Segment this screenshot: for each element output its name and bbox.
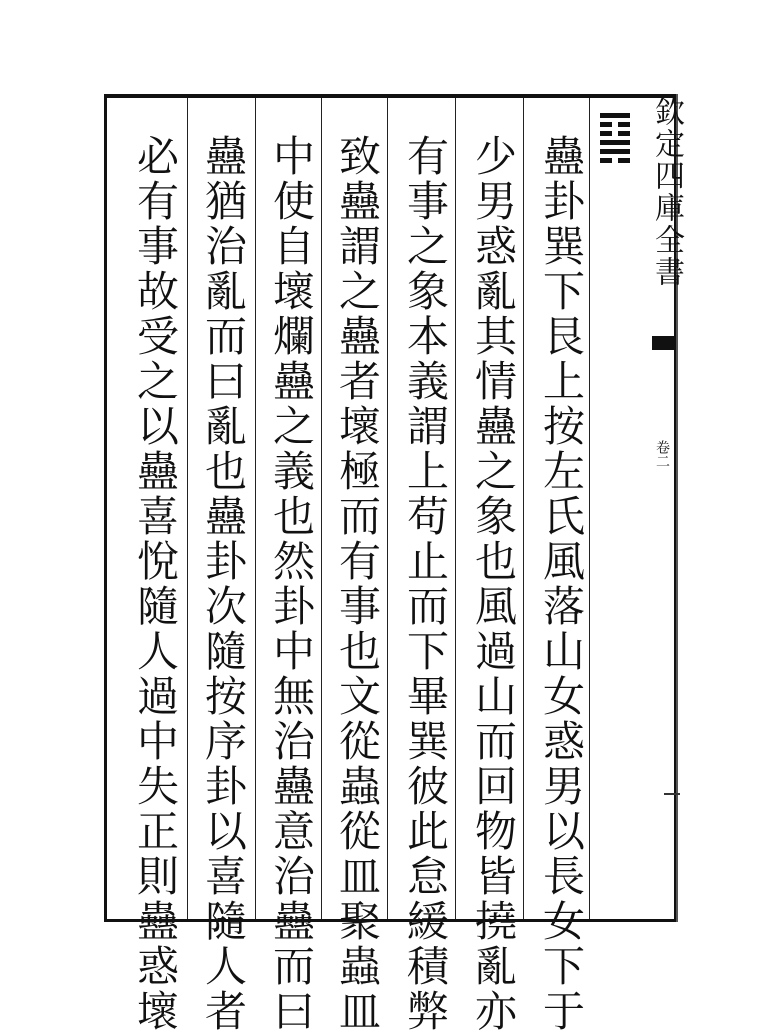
text-column-7: 必有事故受之以蠱喜悅隨人過中失正則蠱惑壞 <box>131 134 180 1034</box>
column-divider <box>387 98 388 919</box>
column-divider <box>455 98 456 919</box>
column-divider <box>523 98 524 919</box>
margin-tick <box>664 793 680 795</box>
book-title: 欽定四庫全書 <box>649 96 684 288</box>
hexagram-icon <box>600 113 630 167</box>
text-column-1: 蠱卦巽下艮上按左氏風落山女惑男以長女下于 <box>537 134 586 1034</box>
page-frame <box>104 94 676 1034</box>
text-column-2: 少男惑亂其情蠱之象也風過山而回物皆撓亂亦 <box>469 134 518 1034</box>
text-column-3: 有事之象本義謂上苟止而下畢巽彼此怠緩積弊 <box>401 134 450 1034</box>
text-column-5: 中使自壞爛蠱之義也然卦中無治蠱意治蠱而曰 <box>267 134 316 1034</box>
fish-tail-mark <box>652 336 676 350</box>
juan-label: 卷二 <box>654 440 670 468</box>
text-column-6: 蠱猶治亂而曰亂也蠱卦次隨按序卦以喜隨人者 <box>199 134 248 1034</box>
column-divider <box>187 98 188 919</box>
column-divider <box>255 98 256 919</box>
text-column-4: 致蠱謂之蠱者壞極而有事也文從蟲從皿聚蟲皿 <box>333 134 382 1034</box>
column-divider <box>321 98 322 919</box>
